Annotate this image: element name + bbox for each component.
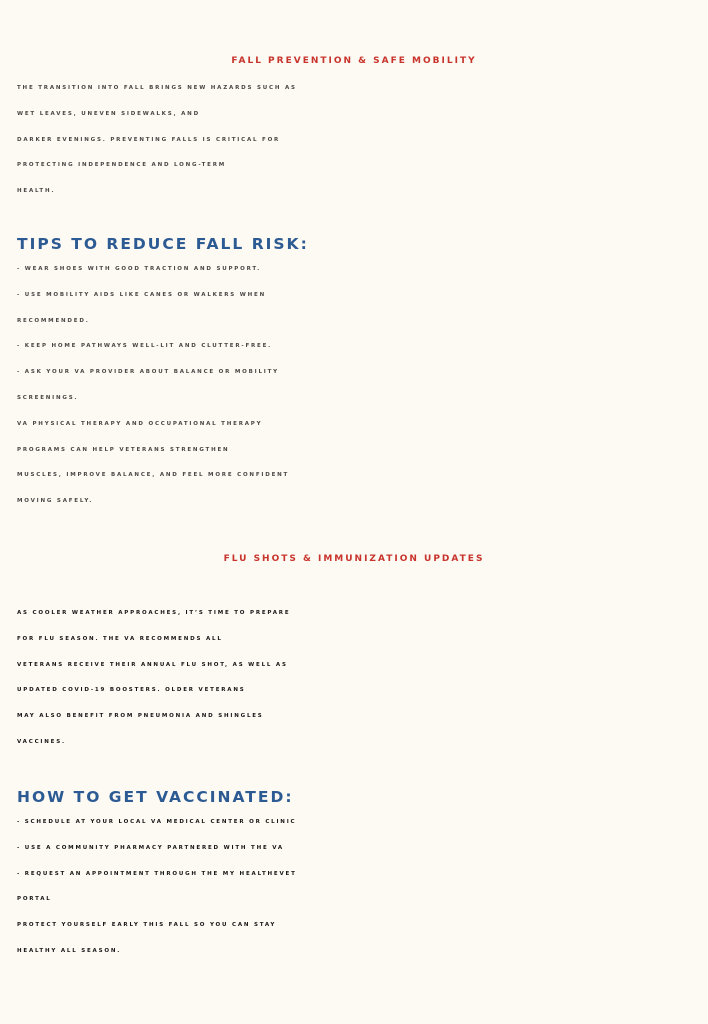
vaccination-howto-line: HEALTHY ALL SEASON. <box>17 947 122 954</box>
fall-tips-line: RECOMMENDED. <box>17 317 90 324</box>
flu-intro-line: VETERANS RECEIVE THEIR ANNUAL FLU SHOT, AS WELL AS <box>17 661 288 668</box>
vaccination-howto-line: - REQUEST AN APPOINTMENT THROUGH THE MY HEALTHEVET <box>17 870 297 877</box>
fall-tips-line: PROGRAMS CAN HELP VETERANS STRENGTHEN <box>17 446 230 453</box>
fall-intro-paragraph <box>17 76 707 205</box>
fall-intro-line: HEALTH. <box>17 188 56 195</box>
flu-intro-paragraph <box>17 601 707 756</box>
vaccination-howto-line: PROTECT YOURSELF EARLY THIS FALL SO YOU CAN STAY <box>17 922 277 929</box>
fall-intro-line: WET LEAVES, UNEVEN SIDEWALKS, AND <box>17 110 200 117</box>
fall-tips-line: SCREENINGS. <box>17 394 79 401</box>
vaccination-howto-line: PORTAL <box>17 896 52 903</box>
flu-intro-line: FOR FLU SEASON. THE VA RECOMMENDS ALL <box>17 635 223 642</box>
flu-intro-line: UPDATED COVID-19 BOOSTERS. OLDER VETERANS <box>17 687 246 694</box>
flu-shots-title: FLU SHOTS & IMMUNIZATION UPDATES <box>223 554 485 564</box>
fall-prevention-title: FALL PREVENTION & SAFE MOBILITY <box>231 56 477 66</box>
fall-tips-line: - WEAR SHOES WITH GOOD TRACTION AND SUPPORT. <box>17 266 261 272</box>
fall-tips-list <box>17 257 707 515</box>
fall-tips-line: - USE MOBILITY AIDS LIKE CANES OR WALKERS WHEN <box>17 291 267 298</box>
fall-intro-line: DARKER EVENINGS. PREVENTING FALLS IS CRITICAL FOR <box>17 136 281 143</box>
fall-tips-line: - KEEP HOME PATHWAYS WELL-LIT AND CLUTTER-FREE. <box>17 343 273 350</box>
fall-intro-line: PROTECTING INDEPENDENCE AND LONG-TERM <box>17 162 227 169</box>
fall-intro-line: THE TRANSITION INTO FALL BRINGS NEW HAZARDS SUCH AS <box>17 85 297 91</box>
fall-tips-line: MOVING SAFELY. <box>17 498 94 505</box>
vaccination-howto-list <box>17 810 707 965</box>
fall-tips-heading: TIPS TO REDUCE FALL RISK: <box>17 235 309 253</box>
flu-intro-line: AS COOLER WEATHER APPROACHES, IT’S TIME TO PREPARE <box>17 610 291 616</box>
flu-intro-line: MAY ALSO BENEFIT FROM PNEUMONIA AND SHINGLES <box>17 713 264 720</box>
vaccination-howto-line: - USE A COMMUNITY PHARMACY PARTNERED WITH THE VA <box>17 844 284 851</box>
fall-tips-line: MUSCLES, IMPROVE BALANCE, AND FEEL MORE CONFIDENT <box>17 472 290 479</box>
fall-tips-line: VA PHYSICAL THERAPY AND OCCUPATIONAL THERAPY <box>17 420 263 427</box>
flu-intro-line: VACCINES. <box>17 738 66 745</box>
fall-tips-line: - ASK YOUR VA PROVIDER ABOUT BALANCE OR MOBILITY <box>17 369 279 376</box>
vaccination-howto-line: - SCHEDULE AT YOUR LOCAL VA MEDICAL CENTER OR CLINIC <box>17 819 297 825</box>
vaccination-howto-heading: HOW TO GET VACCINATED: <box>17 788 294 806</box>
